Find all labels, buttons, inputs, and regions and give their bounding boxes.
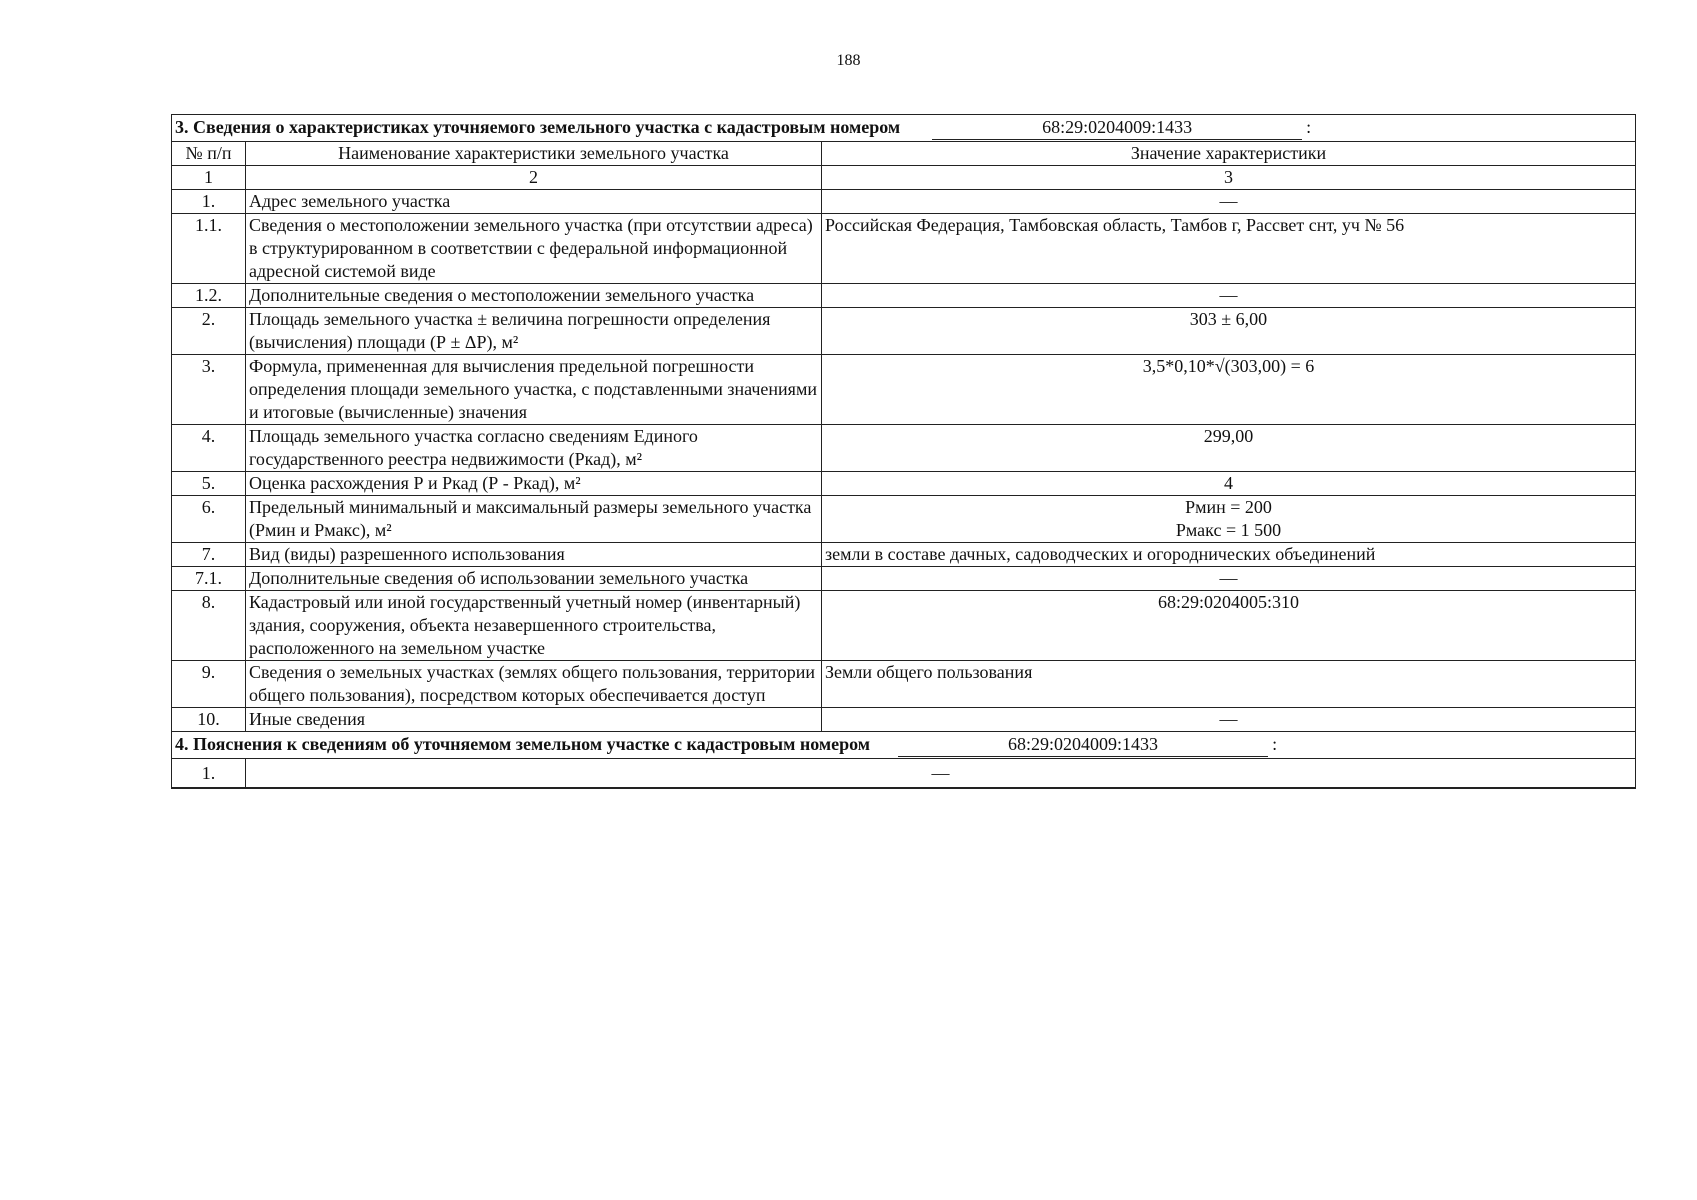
column-header-number: № п/п [172, 142, 246, 166]
table-row [172, 496, 1636, 543]
table-row [172, 661, 1636, 708]
section3-cadastral-number: 68:29:0204009:1433 [932, 116, 1302, 140]
section4-colon: : [1272, 734, 1278, 754]
table-row [172, 308, 1636, 355]
row-number: 1.2. [172, 284, 246, 308]
row-name: Вид (виды) разрешенного использования [246, 543, 822, 567]
row-name: Кадастровый или иной государственный учетный номер (инвентарный) здания, сооружения, объекта незавершенного строительства, расположенного на земельном участке [246, 591, 822, 661]
section3-header-cell [172, 115, 1636, 142]
row-value: 3,5*0,10*√(303,00) = 6 [822, 355, 1636, 425]
column-number-2: 2 [246, 166, 822, 190]
row-value: — [246, 759, 1636, 789]
row-value-max: Рмакс = 1 500 [1175, 520, 1282, 540]
row-name: Площадь земельного участка ± величина погрешности определения (вычисления) площади (Р ± ΔР), м² [246, 308, 822, 355]
row-value: Земли общего пользования [822, 661, 1636, 708]
table-row [172, 567, 1636, 591]
row-name: Иные сведения [246, 708, 822, 732]
row-value [822, 496, 1636, 543]
row-number: 8. [172, 591, 246, 661]
table-row [172, 472, 1636, 496]
table-row [172, 284, 1636, 308]
row-value: 299,00 [822, 425, 1636, 472]
table-row [172, 543, 1636, 567]
land-plot-characteristics-table [171, 114, 1636, 789]
table-row [172, 708, 1636, 732]
row-value: — [822, 708, 1636, 732]
section4-title: 4. Пояснения к сведениям об уточняемом земельном участке с кадастровым номером [175, 734, 871, 754]
table-row [172, 425, 1636, 472]
table-row [172, 214, 1636, 284]
section3-colon: : [1306, 117, 1312, 137]
row-name: Оценка расхождения Р и Ркад (Р - Ркад), м² [246, 472, 822, 496]
row-number: 10. [172, 708, 246, 732]
row-value-min: Рмин = 200 [1185, 497, 1272, 517]
row-name: Формула, примененная для вычисления предельной погрешности определения площади земельного участка, с подставленными значениями и итоговые (вычисленные) значения [246, 355, 822, 425]
row-name: Сведения о земельных участках (землях общего пользования, территории общего пользования), посредством которых обеспечивается доступ [246, 661, 822, 708]
section4-header-row [172, 732, 1636, 759]
row-value: 303 ± 6,00 [822, 308, 1636, 355]
section3-title: 3. Сведения о характеристиках уточняемого земельного участка с кадастровым номером [175, 117, 901, 137]
page-number: 188 [836, 52, 861, 69]
column-header-row [172, 142, 1636, 166]
row-number: 7. [172, 543, 246, 567]
column-number-row [172, 166, 1636, 190]
row-value: — [822, 284, 1636, 308]
row-number: 4. [172, 425, 246, 472]
table-row [172, 591, 1636, 661]
row-name: Сведения о местоположении земельного участка (при отсутствии адреса) в структурированном в соответствии с федеральной информационной адресной системой виде [246, 214, 822, 284]
row-number: 9. [172, 661, 246, 708]
row-number: 2. [172, 308, 246, 355]
row-value: Российская Федерация, Тамбовская область, Тамбов г, Рассвет снт, уч № 56 [822, 214, 1636, 284]
row-name: Предельный минимальный и максимальный размеры земельного участка (Рмин и Рмакс), м² [246, 496, 822, 543]
row-name: Дополнительные сведения об использовании земельного участка [246, 567, 822, 591]
table-row [172, 190, 1636, 214]
row-number: 7.1. [172, 567, 246, 591]
row-value: земли в составе дачных, садоводческих и огороднических объединений [822, 543, 1636, 567]
row-value: — [822, 190, 1636, 214]
row-number: 3. [172, 355, 246, 425]
row-number: 1.1. [172, 214, 246, 284]
column-number-3: 3 [822, 166, 1636, 190]
row-number: 1. [172, 759, 246, 789]
row-number: 1. [172, 190, 246, 214]
section4-header-cell [172, 732, 1636, 759]
table-row [172, 355, 1636, 425]
row-value: — [822, 567, 1636, 591]
column-header-value: Значение характеристики [822, 142, 1636, 166]
row-value: 4 [822, 472, 1636, 496]
section4-row [172, 759, 1636, 789]
row-number: 5. [172, 472, 246, 496]
section3-header-row [172, 115, 1636, 142]
row-name: Дополнительные сведения о местоположении земельного участка [246, 284, 822, 308]
column-number-1: 1 [172, 166, 246, 190]
row-name: Адрес земельного участка [246, 190, 822, 214]
section4-cadastral-number: 68:29:0204009:1433 [898, 733, 1268, 757]
row-number: 6. [172, 496, 246, 543]
row-name: Площадь земельного участка согласно сведениям Единого государственного реестра недвижимости (Ркад), м² [246, 425, 822, 472]
column-header-name: Наименование характеристики земельного участка [246, 142, 822, 166]
row-value: 68:29:0204005:310 [822, 591, 1636, 661]
